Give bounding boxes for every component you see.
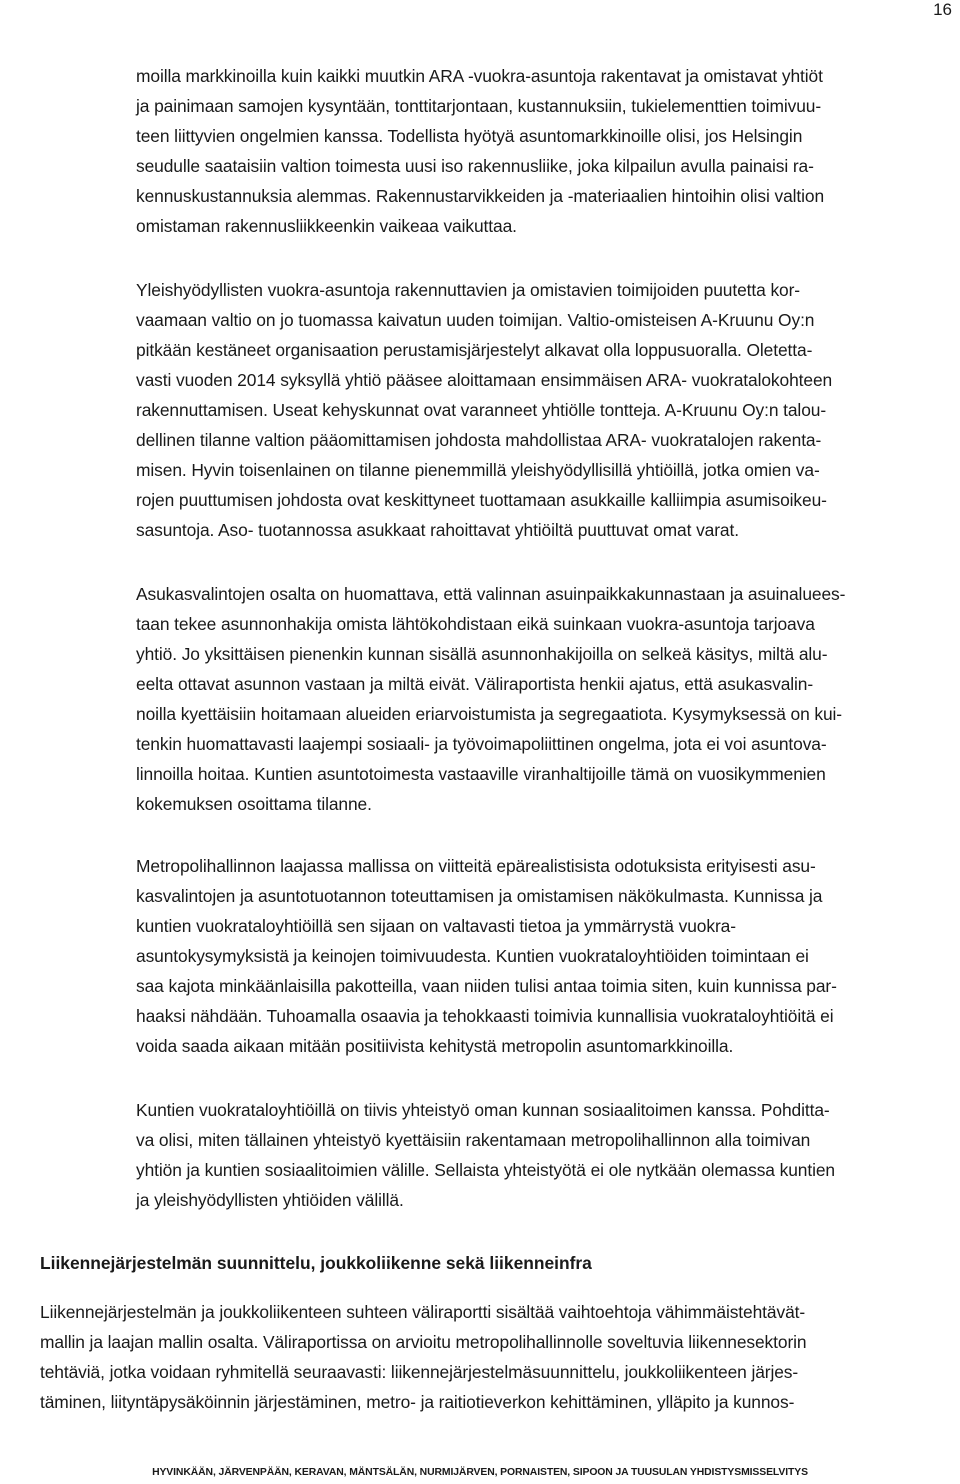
section-heading: Liikennejärjestelmän suunnittelu, joukkoliikenne sekä liikenneinfra: [40, 1253, 592, 1273]
text-line: ja yleishyödyllisten yhtiöiden välillä.: [136, 1190, 404, 1210]
paragraph-4: [136, 851, 948, 1061]
text-line: taan tekee asunnonhakija omista lähtökohdistaan eikä suinkaan vuokra-asuntoja tarjoava: [136, 614, 815, 634]
text-line: linnoilla hoitaa. Kuntien asuntotoimesta vastaaville viranhaltijoille tämä on vuosikymmenien: [136, 764, 826, 784]
text-line: täminen, liityntäpysäköinnin järjestäminen, metro- ja raitiotieverkon kehittäminen, ylläpito ja kunnos-: [40, 1392, 795, 1412]
section-paragraph: [40, 1297, 948, 1417]
text-line: vasti vuoden 2014 syksyllä yhtiö pääsee aloittamaan ensimmäisen ARA- vuokratalokohteen: [136, 370, 833, 390]
text-line: noilla kyettäisiin hoitamaan alueiden eriarvoistumista ja segregaatiota. Kysymyksessä on kui-: [136, 704, 843, 724]
text-line: kennuskustannuksia alemmas. Rakennustarvikkeiden ja -materiaalien hintoihin olisi valtion: [136, 186, 825, 206]
text-line: kasvalintojen ja asuntotuotannon toteuttamisen ja omistamisen näkökulmasta. Kunnissa ja: [136, 886, 823, 906]
text-line: tehtäviä, jotka voidaan ryhmitellä seuraavasti: liikennejärjestelmäsuunnittelu, joukkoliikenteen järjes-: [40, 1362, 799, 1382]
text-line: misen. Hyvin toisenlainen on tilanne pienemmillä yleishyödyllisillä yhtiöillä, jotka omien va-: [136, 460, 820, 480]
text-line: voida saada aikaan mitään positiivista kehitystä metropolin asuntomarkkinoilla.: [136, 1036, 734, 1056]
text-line: vaamaan valtio on jo tuomassa kaivatun uuden toimijan. Valtio-omisteisen A-Kruunu Oy:n: [136, 310, 815, 330]
text-line: va olisi, miten tällainen yhteistyö kyettäisiin rakentamaan metropolihallinnon alla toimivan: [136, 1130, 811, 1150]
paragraph-2: [136, 275, 948, 545]
text-line: yhtiön ja kuntien sosiaalitoimien välille. Sellaista yhteistyötä ei ole nytkään olemassa kuntien: [136, 1160, 835, 1180]
text-line: kuntien vuokrataloyhtiöillä sen sijaan on valtavasti tietoa ja ymmärrystä vuokra-: [136, 916, 736, 936]
text-line: teen liittyvien ongelmien kanssa. Todellista hyötyä asuntomarkkinoille olisi, jos Helsingin: [136, 126, 803, 146]
text-line: tenkin huomattavasti laajempi sosiaali- ja työvoimapoliittinen ongelma, jota ei voi asuntova-: [136, 734, 827, 754]
text-line: ja painimaan samojen kysyntään, tonttitarjontaan, kustannuksiin, tukielementtien toimivuu-: [136, 96, 822, 116]
text-line: saa kajota minkäänlaisilla pakotteilla, vaan niiden tulisi antaa toimia siten, kuin kunnissa par-: [136, 976, 837, 996]
text-line: yhtiö. Jo yksittäisen pienenkin kunnan sisällä asunnonhakijoilla on selkeä käsitys, miltä alu-: [136, 644, 828, 664]
paragraph-5: [136, 1095, 948, 1215]
text-line: seudulle saataisiin valtion toimesta uusi iso rakennusliike, joka kilpailun avulla painaisi ra-: [136, 156, 814, 176]
page-number: 16: [933, 0, 952, 19]
text-line: Liikennejärjestelmän ja joukkoliikenteen suhteen väliraportti sisältää vaihtoehtoja vähimmäistehtävät-: [40, 1302, 806, 1322]
text-line: eelta ottavat asunnon vastaan ja miltä eivät. Väliraportista henkii ajatus, että asukasvalin-: [136, 674, 814, 694]
text-line: haaksi nähdään. Tuhoamalla osaavia ja tehokkaasti toimivia kunnallisia vuokrataloyhtiöitä ei: [136, 1006, 834, 1026]
text-line: omistaman rakennusliikkeenkin vaikeaa vaikuttaa.: [136, 216, 517, 236]
text-line: asuntokysymyksistä ja keinojen toimivuudesta. Kuntien vuokrataloyhtiöiden toimintaan ei: [136, 946, 809, 966]
paragraph-3: [136, 579, 948, 819]
text-line: pitkään kestäneet organisaation perustamisjärjestelyt alkavat olla loppusuoralla. Oletetta-: [136, 340, 813, 360]
text-line: rojen puuttumisen johdosta ovat keskittyneet tuottamaan asukkaille kalliimpia asumisoikeu-: [136, 490, 827, 510]
text-line: moilla markkinoilla kuin kaikki muutkin ARA -vuokra-asuntoja rakentavat ja omistavat yhtiöt: [136, 66, 823, 86]
text-line: Yleishyödyllisten vuokra-asuntoja rakennuttavien ja omistavien toimijoiden puutetta kor-: [136, 280, 801, 300]
text-line: Asukasvalintojen osalta on huomattava, että valinnan asuinpaikkakunnastaan ja asuinaluees-: [136, 584, 846, 604]
text-line: Kuntien vuokrataloyhtiöillä on tiivis yhteistyö oman kunnan sosiaalitoimen kanssa. Pohditta-: [136, 1100, 830, 1120]
text-line: kokemuksen osoittama tilanne.: [136, 794, 372, 814]
text-line: sasuntoja. Aso- tuotannossa asukkaat rahoittavat yhtiöiltä puuttuvat omat varat.: [136, 520, 739, 540]
page-footer: HYVINKÄÄN, JÄRVENPÄÄN, KERAVAN, MÄNTSÄLÄN, NURMIJÄRVEN, PORNAISTEN, SIPOON JA TUUSULAN YHDISTYSMISSELVITYS: [152, 1467, 808, 1478]
paragraph-1: [136, 61, 948, 241]
text-line: rakennuttamisen. Useat kehyskunnat ovat varanneet yhtiölle tontteja. A-Kruunu Oy:n talou-: [136, 400, 827, 420]
text-line: mallin ja laajan mallin osalta. Väliraportissa on arvioitu metropolihallinnolle soveltuvia liikennesektorin: [40, 1332, 807, 1352]
text-line: dellinen tilanne valtion pääomittamisen johdosta mahdollistaa ARA- vuokratalojen rakenta-: [136, 430, 822, 450]
text-line: Metropolihallinnon laajassa mallissa on viitteitä epärealistisista odotuksista erityisesti asu-: [136, 856, 816, 876]
